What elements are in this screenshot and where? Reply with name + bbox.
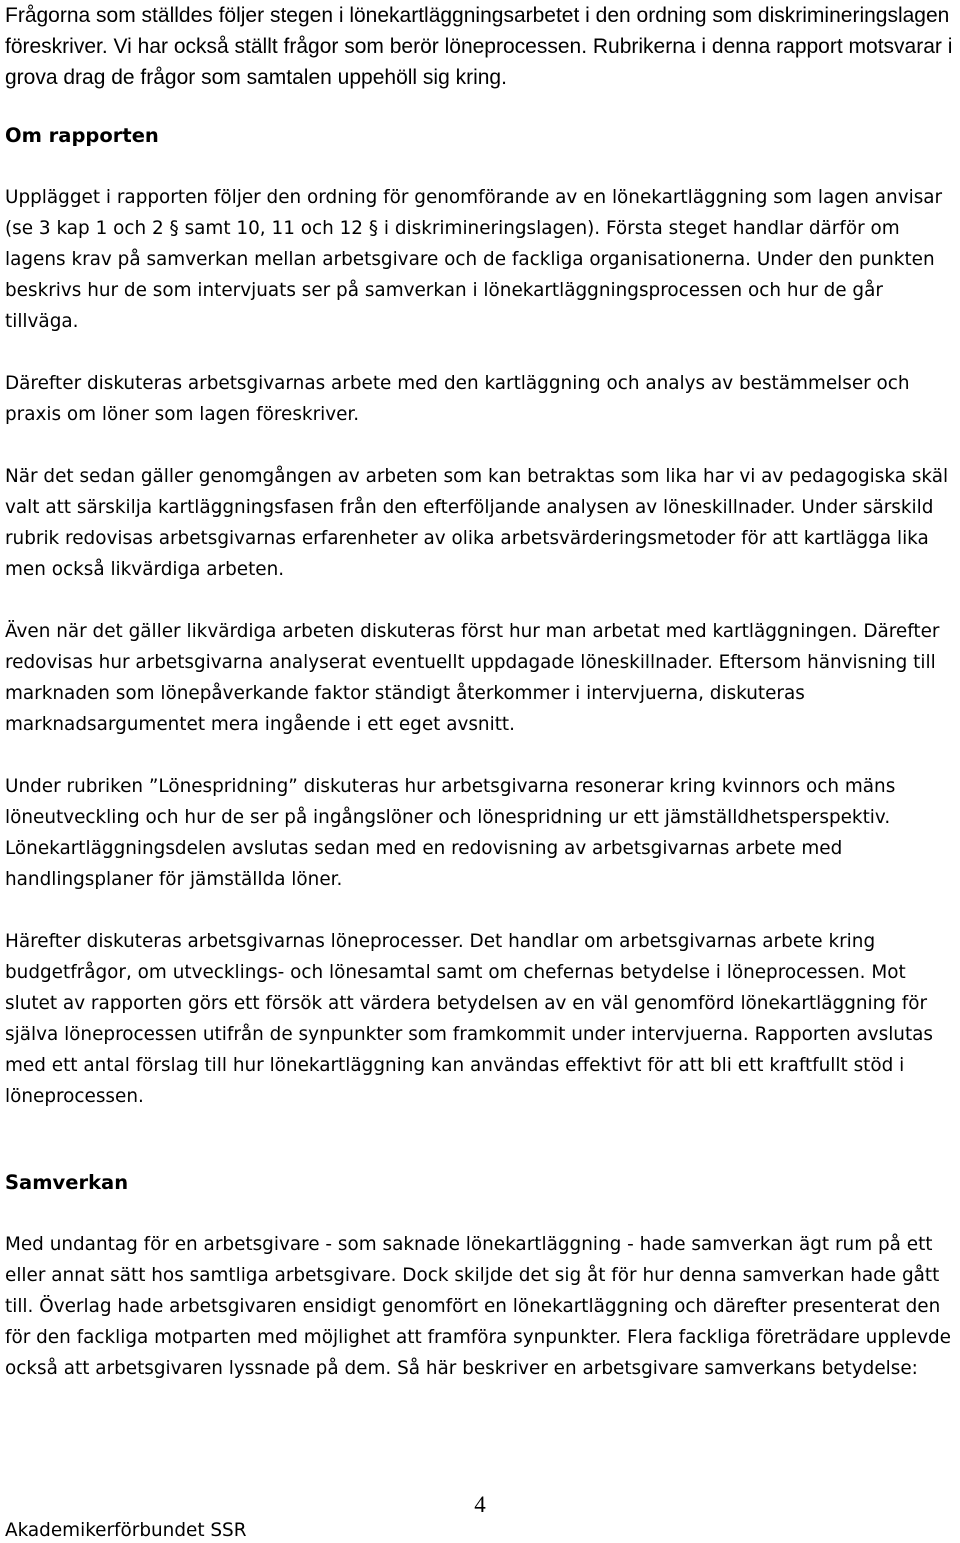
footer-organization: Akademikerförbundet SSR (5, 1520, 247, 1541)
spacer (5, 740, 955, 771)
spacer (5, 93, 955, 120)
spacer (5, 151, 955, 182)
spacer (5, 1112, 955, 1167)
spacer (5, 337, 955, 368)
spacer (5, 430, 955, 461)
body-paragraph-4: Även när det gäller likvärdiga arbeten diskuteras först hur man arbetat med kartläggningen. Därefter redovisas hur arbetsgivarna analyserat eventuellt uppdagade löneskillnader. Eftersom hänvisning till marknaden som lönepåverkande faktor ständigt återkommer i intervjuerna, diskuteras marknadsargumentet mera ingående i ett eget avsnitt. (5, 621, 940, 735)
body-paragraph-1: Upplägget i rapporten följer den ordning för genomförande av en lönekartläggning som lagen anvisar (se 3 kap 1 och 2 § samt 10, 11 och 12 § i diskrimineringslagen). Första steget handlar därför om lagens krav på samverkan mellan arbetsgivare och de fackliga organisationerna. Under den punkten beskrivs hur de som intervjuats ser på samverkan i lönekartläggningsprocessen och hur de går tillväga. (5, 187, 943, 332)
body-paragraph-cooperation: Med undantag för en arbetsgivare - som saknade lönekartläggning - hade samverkan ägt rum på ett eller annat sätt hos samtliga arbetsgivare. Dock skiljde det sig åt för hur denna samverkan hade gått till. Överlag hade arbetsgivaren ensidigt genomfört en lönekartläggning och därefter presenterat den för den fackliga motparten med möjlighet att framföra synpunkter. Flera fackliga företrädare upplevde också att arbetsgivaren lyssnade på dem. Så här beskriver en arbetsgivare samverkans betydelse: (5, 1234, 951, 1379)
intro-paragraph: Frågorna som ställdes följer stegen i lönekartläggningsarbetet i den ordning som diskrimineringslagen föreskriver. Vi har också ställt frågor som berör löneprocessen. Rubrikerna i denna rapport motsvarar i grova drag de frågor som samtalen uppehöll sig kring. (5, 4, 953, 89)
body-paragraph-2: Därefter diskuteras arbetsgivarnas arbete med den kartläggning och analys av bestämmelser och praxis om löner som lagen föreskriver. (5, 373, 910, 425)
spacer (5, 1198, 955, 1229)
body-paragraph-3: När det sedan gäller genomgången av arbeten som kan betraktas som lika har vi av pedagogiska skäl valt att särskilja kartläggningsfasen från den efterföljande analysen av löneskillnader. Under särskild rubrik redovisas arbetsgivarnas erfarenheter av olika arbetsvärderingsmetoder för att kartlägga lika men också likvärdiga arbeten. (5, 466, 949, 580)
document-page (5, 0, 955, 1384)
section-heading-about: Om rapporten (5, 124, 159, 147)
body-paragraph-6: Härefter diskuteras arbetsgivarnas löneprocesser. Det handlar om arbetsgivarnas arbete kring budgetfrågor, om utvecklings- och lönesamtal samt om chefernas betydelse i löneprocessen. Mot slutet av rapporten görs ett försök att värdera betydelsen av en väl genomförd lönekartläggning för själva löneprocessen utifrån de synpunkter som framkommit under intervjuerna. Rapporten avslutas med ett antal förslag till hur lönekartläggning kan användas effektivt för att bli ett kraftfullt stöd i löneprocessen. (5, 931, 934, 1107)
spacer (5, 895, 955, 926)
spacer (5, 585, 955, 616)
body-paragraph-5: Under rubriken ”Lönespridning” diskuteras hur arbetsgivarna resonerar kring kvinnors och mäns löneutveckling och hur de ser på ingångslöner och lönespridning ur ett jämställdhetsperspektiv. Lönekartläggningsdelen avslutas sedan med en redovisning av arbetsgivarnas arbete med handlingsplaner för jämställda löner. (5, 776, 896, 890)
page-number: 4 (474, 1492, 486, 1517)
section-heading-cooperation: Samverkan (5, 1171, 129, 1194)
